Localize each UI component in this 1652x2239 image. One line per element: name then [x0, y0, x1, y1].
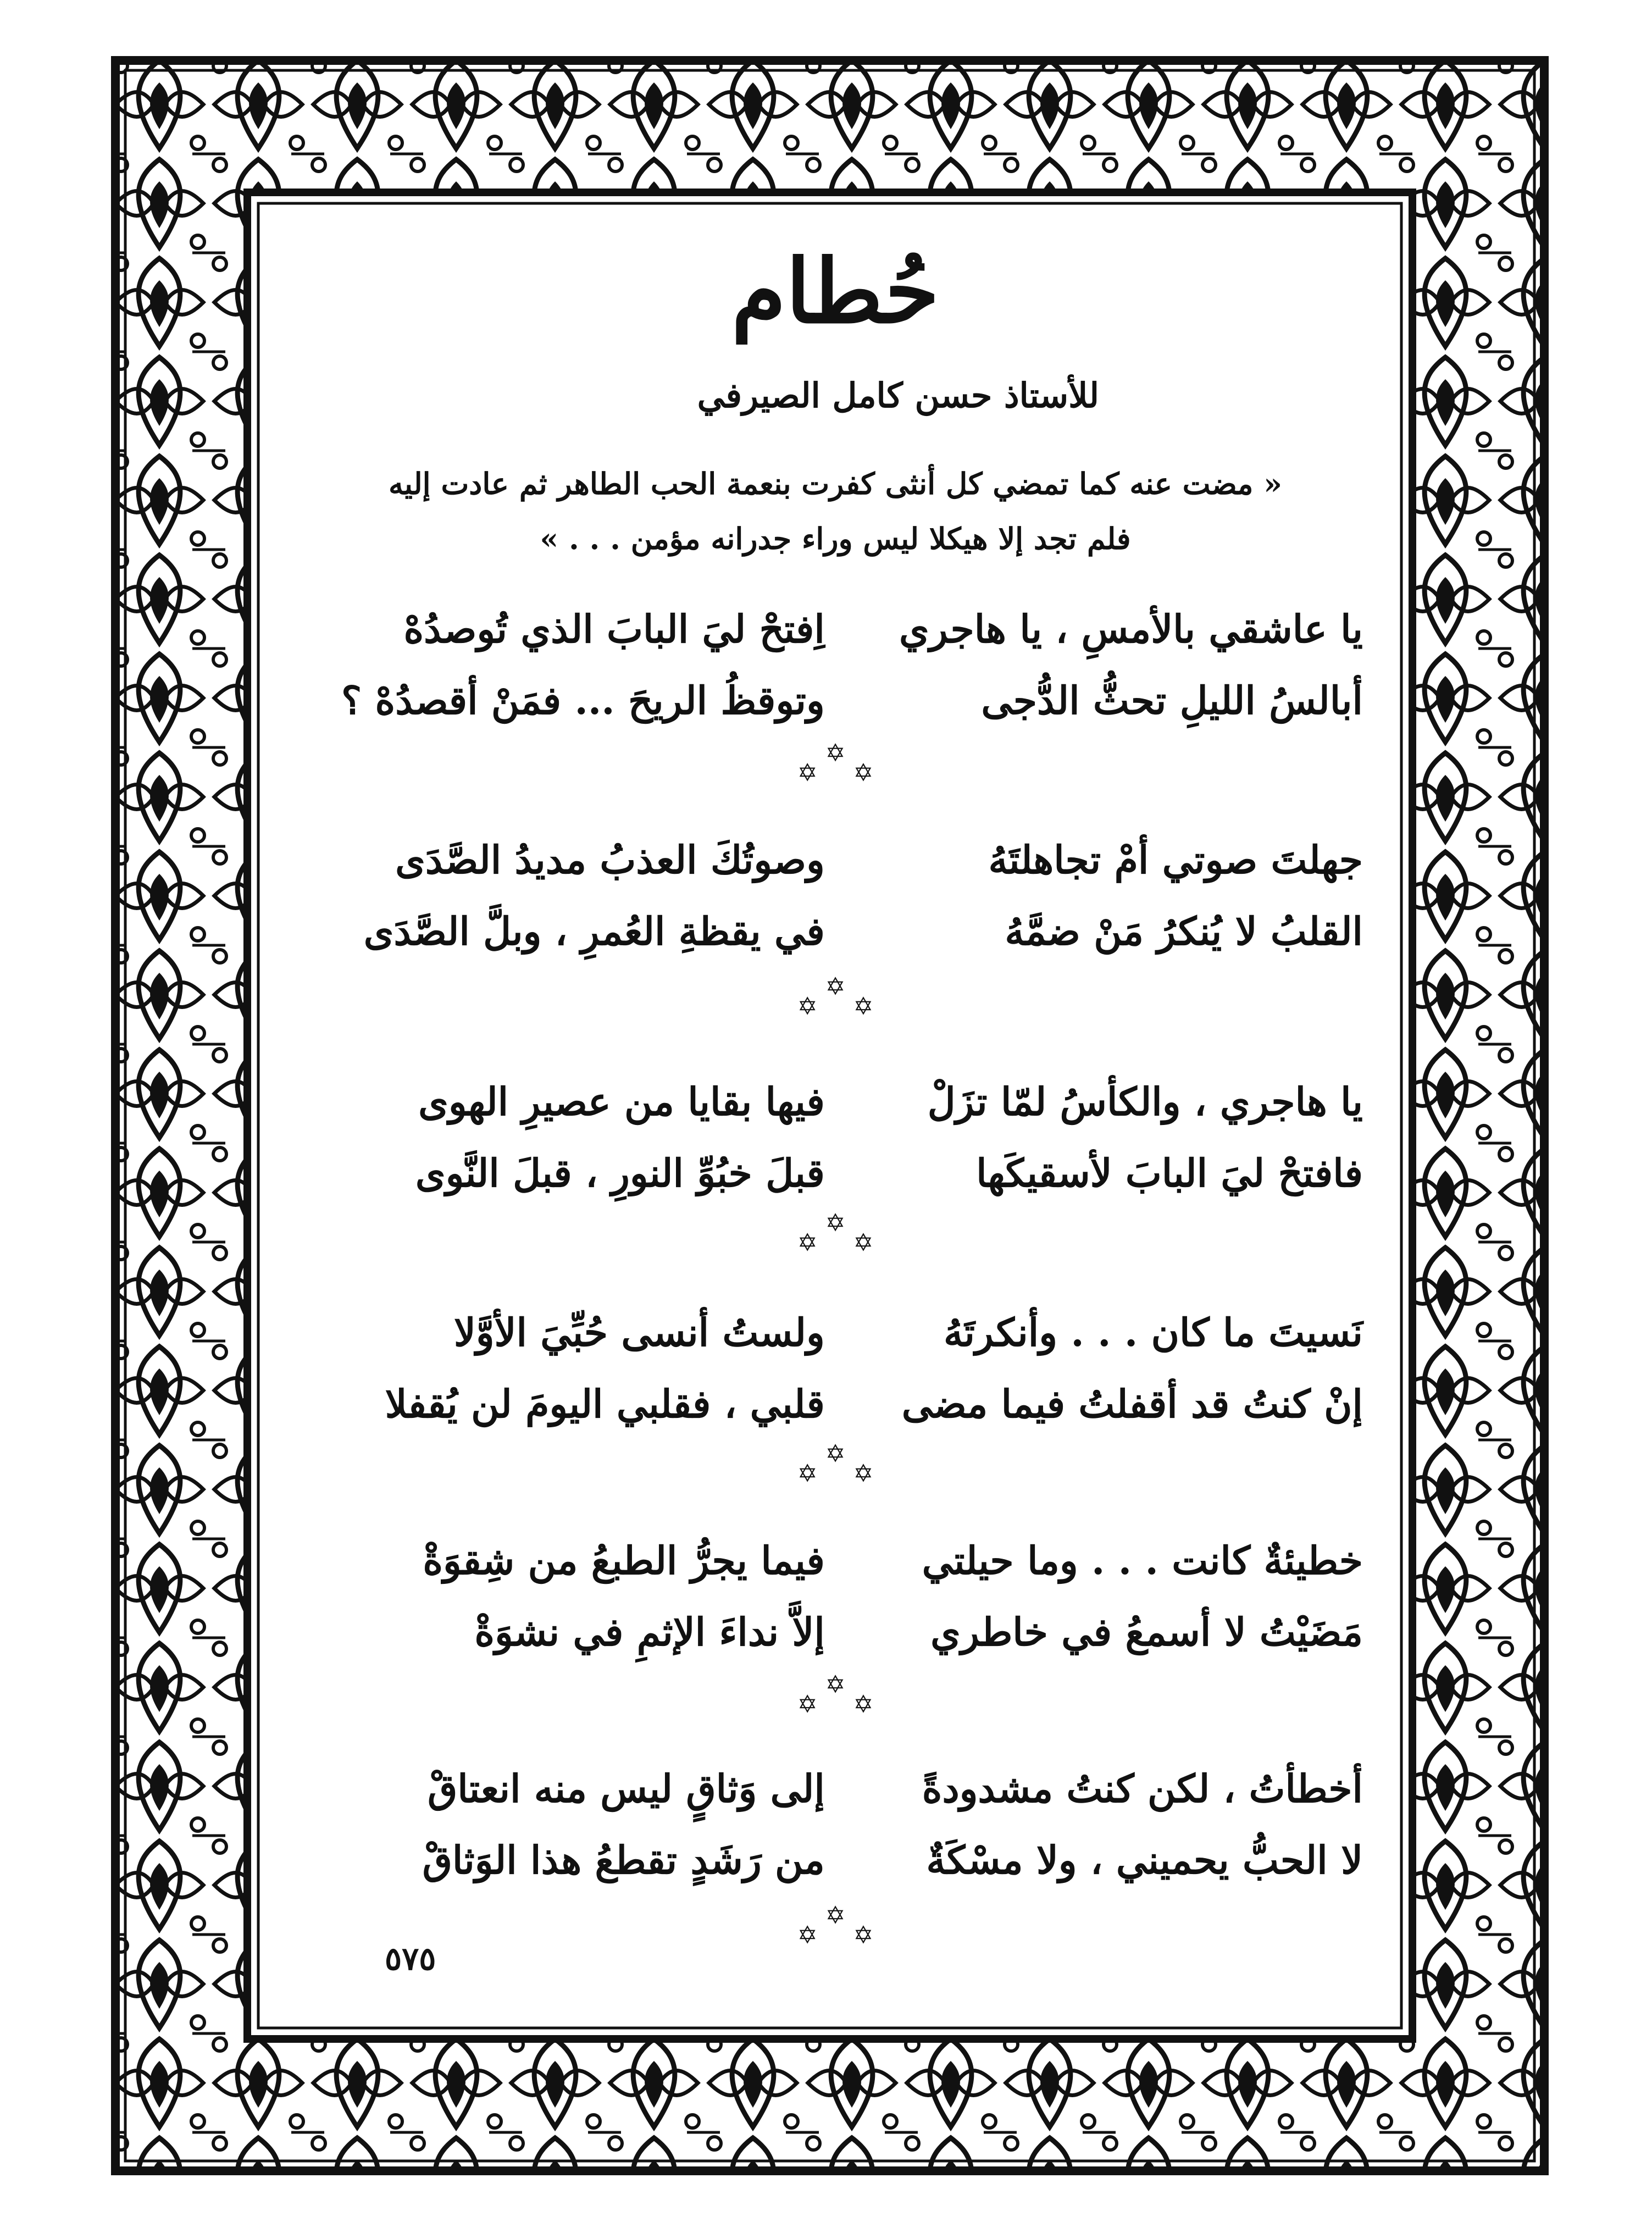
- epigraph: [308, 456, 1363, 566]
- hemistich-first: إنْ كنتُ قد أقفلتُ فيما مضى: [901, 1381, 1363, 1427]
- verse-line: [308, 1753, 1363, 1825]
- star-icon: ✡: [825, 1440, 846, 1468]
- author-line: للأستاذ حسن كامل الصيرفي: [697, 375, 1099, 415]
- verse-line: [308, 1825, 1363, 1896]
- verse-line: [308, 594, 1363, 665]
- star-icon: ✡: [797, 759, 818, 787]
- verse-line: [308, 665, 1363, 736]
- stanza: [308, 1066, 1363, 1209]
- hemistich-first: لا الحبُّ يحميني ، ولا مسْكَةٌ: [926, 1837, 1363, 1883]
- star-icon: ✡: [797, 1691, 818, 1719]
- hemistich-second: وصوتُكَ العذبُ مديدُ الصَّدَى: [395, 837, 825, 883]
- star-icon: ✡: [797, 1921, 818, 1949]
- verse-line: [308, 1297, 1363, 1368]
- hemistich-first: أبالسُ الليلِ تحثُّ الدُّجى: [981, 678, 1363, 723]
- verse-line: [308, 1525, 1363, 1597]
- star-separator: [308, 1671, 1363, 1753]
- verse-line: [308, 1066, 1363, 1138]
- hemistich-first: يا عاشقي بالأمسِ ، يا هاجري: [899, 606, 1363, 652]
- stanza: [308, 824, 1363, 967]
- star-icon: ✡: [825, 1902, 846, 1930]
- star-separator: [308, 1902, 1363, 1984]
- poem-title: حُطام: [731, 240, 939, 343]
- hemistich-second: فيما يجرُّ الطبعُ من شِقوَةْ: [423, 1538, 825, 1583]
- hemistich-second: ولستُ أنسى حُبِّيَ الأوَّلا: [453, 1310, 825, 1355]
- star-separator: [308, 739, 1363, 822]
- star-icon: ✡: [797, 993, 818, 1021]
- hemistich-second: قلبي ، فقلبي اليومَ لن يُقفلا: [385, 1381, 825, 1427]
- hemistich-second: إلى وَثاقٍ ليس منه انعتاقْ: [427, 1766, 825, 1811]
- hemistich-second: إلاَّ نداءَ الإثمِ في نشوَةْ: [474, 1609, 825, 1655]
- star-icon: ✡: [825, 973, 846, 1001]
- epigraph-line: « مضت عنه كما تمضي كل أنثى كفرت بنعمة الحب الطاهر ثم عادت إليه: [388, 466, 1283, 501]
- hemistich-first: القلبُ لا يُنكرُ مَنْ ضمَّهُ: [1005, 908, 1363, 954]
- star-icon: ✡: [797, 1229, 818, 1257]
- hemistich-first: مَضَيْتُ لا أسمعُ في خاطري: [930, 1609, 1363, 1655]
- star-icon: ✡: [853, 993, 874, 1021]
- stanza: [308, 1525, 1363, 1668]
- hemistich-second: من رَشَدٍ تقطعُ هذا الوَثاقْ: [422, 1837, 825, 1883]
- star-separator: [308, 1209, 1363, 1292]
- page-number: ٥٧٥: [385, 1940, 436, 1977]
- hemistich-second: اِفتحْ ليَ البابَ الذي تُوصدُهْ: [403, 606, 825, 652]
- star-icon: ✡: [853, 759, 874, 787]
- poem-page: [308, 236, 1363, 2017]
- verse-line: [308, 1138, 1363, 1209]
- star-separator: [308, 973, 1363, 1055]
- star-icon: ✡: [825, 739, 846, 767]
- hemistich-first: يا هاجري ، والكأسُ لمّا تزَلْ: [927, 1079, 1363, 1124]
- star-icon: ✡: [853, 1921, 874, 1949]
- hemistich-first: نَسيتَ ما كان . . . وأنكرتَهُ: [943, 1310, 1363, 1355]
- hemistich-first: أخطأتُ ، لكن كنتُ مشدودةً: [922, 1766, 1363, 1811]
- star-icon: ✡: [853, 1229, 874, 1257]
- star-icon: ✡: [797, 1460, 818, 1488]
- epigraph-line: فلم تجد إلا هيكلا ليس وراء جدرانه مؤمن . . . »: [540, 521, 1131, 556]
- star-icon: ✡: [853, 1460, 874, 1488]
- verse-line: [308, 824, 1363, 896]
- verse-line: [308, 1368, 1363, 1440]
- hemistich-second: فيها بقايا من عصيرِ الهوى: [418, 1079, 825, 1124]
- verse-line: [308, 896, 1363, 967]
- hemistich-second: قبلَ خبُوِّ النورِ ، قبلَ النَّوى: [415, 1150, 825, 1196]
- star-icon: ✡: [825, 1671, 846, 1699]
- stanza: [308, 1753, 1363, 1896]
- stanza: [308, 1297, 1363, 1440]
- verse-line: [308, 1597, 1363, 1668]
- hemistich-first: جهلتَ صوتي أمْ تجاهلتَهُ: [988, 837, 1363, 883]
- star-separator: [308, 1440, 1363, 1522]
- star-icon: ✡: [853, 1691, 874, 1719]
- hemistich-first: فافتحْ ليَ البابَ لأسقيكَها: [976, 1150, 1363, 1196]
- hemistich-second: وتوقظُ الريحَ ... فمَنْ أقصدُهْ ؟: [341, 678, 825, 723]
- hemistich-first: خطيئةٌ كانت . . . وما حيلتي: [922, 1538, 1363, 1583]
- stanza: [308, 594, 1363, 736]
- star-icon: ✡: [825, 1209, 846, 1237]
- hemistich-second: في يقظةِ العُمرِ ، وبلَّ الصَّدَى: [363, 908, 825, 954]
